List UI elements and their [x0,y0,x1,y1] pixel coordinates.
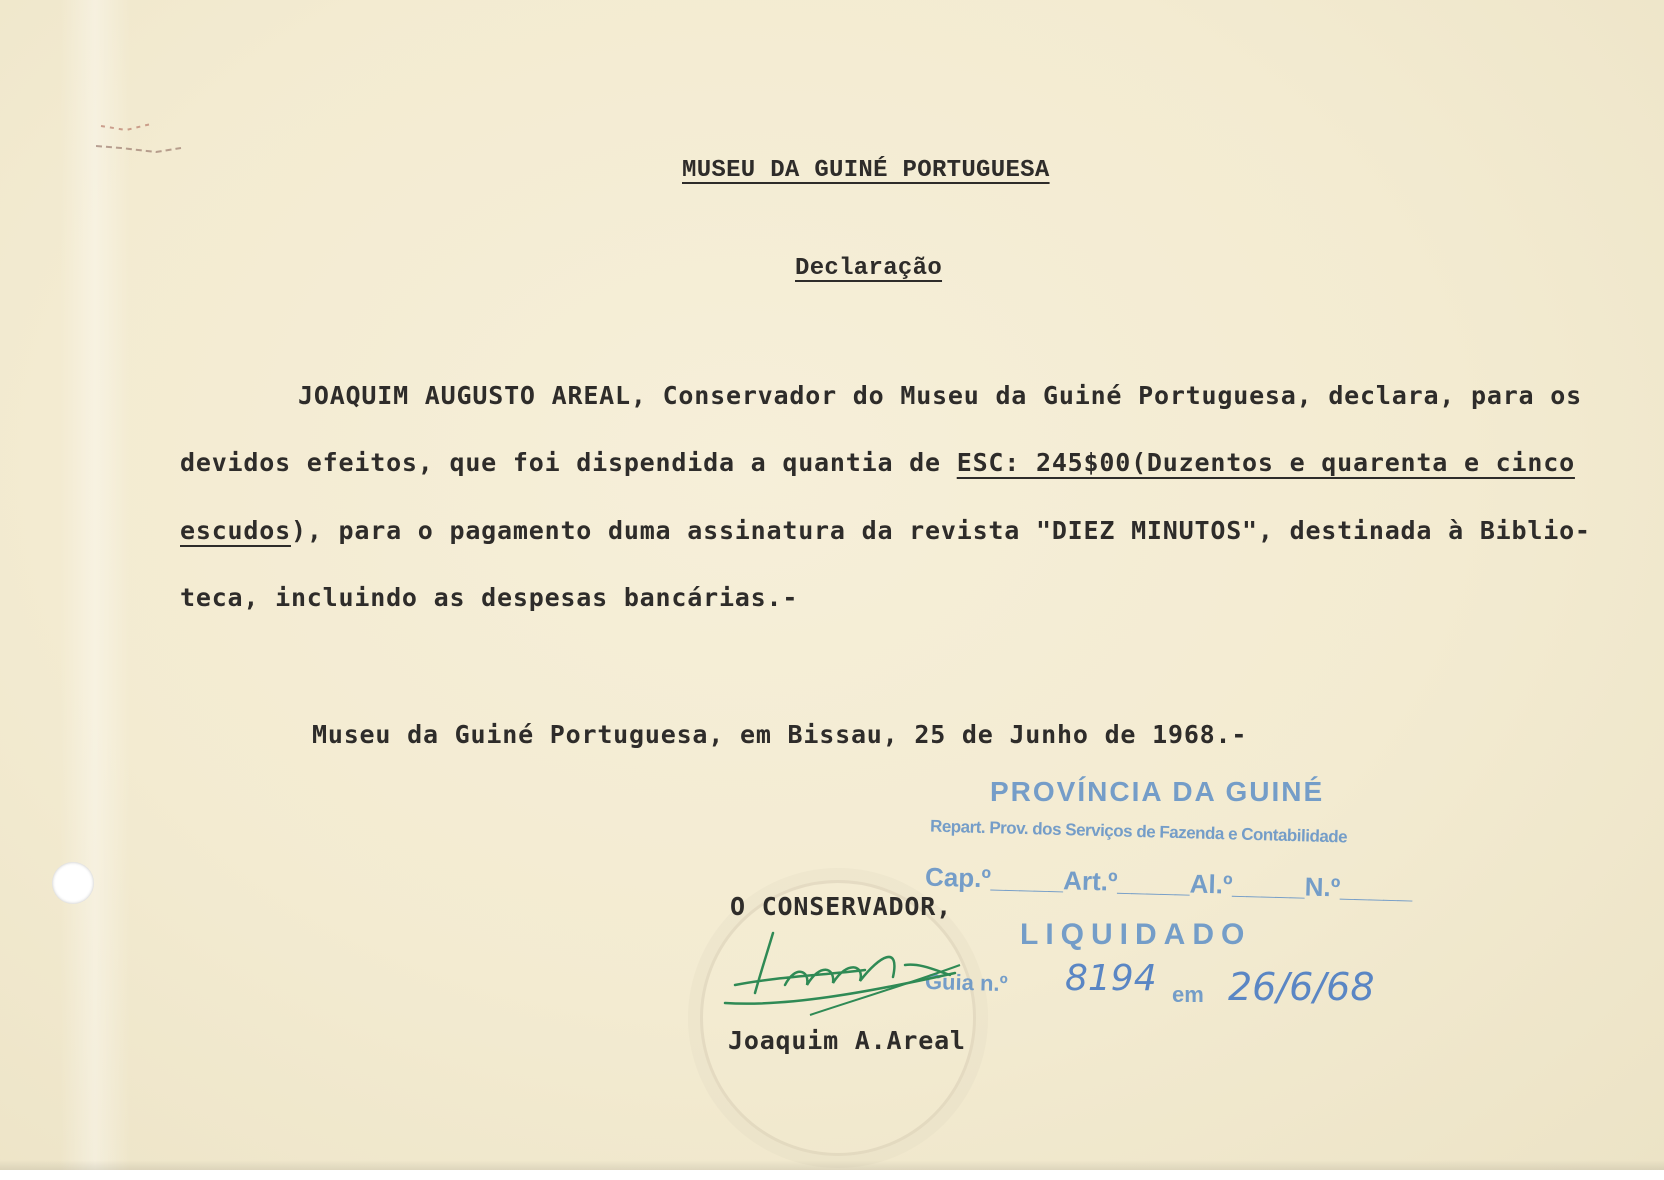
body-line-3 [180,516,1591,546]
stamp-em-label: em [1172,982,1204,1007]
paper-bottom-edge [0,1160,1664,1170]
stamp-department: Repart. Prov. dos Serviços de Fazenda e Contabilidade [929,816,1348,847]
stamp-date: 26/6/68 [1228,965,1375,1009]
body-line-2 [180,448,1575,478]
stamp-budget-fields: Cap.º_____Art.º_____Al.º_____N.º_____ [924,861,1413,905]
body-line-1: JOAQUIM AUGUSTO AREAL, Conservador do Museu da Guiné Portuguesa, declara, para os [298,381,1582,410]
punch-hole [52,862,94,904]
paper-fold-highlight [60,0,130,1170]
body-line-3-rest: ), para o pagamento duma assinatura da revista "DIEZ MINUTOS", destinada à Biblio- [290,516,1591,545]
stamp-province: PROVÍNCIA DA GUINÉ [990,776,1325,807]
signatory-role: O CONSERVADOR, [730,892,952,921]
body-line-2-prefix: devidos efeitos, que foi dispendida a quantia de [180,448,957,477]
stamp-guia-number: 8194 [1065,958,1157,999]
place-date-line: Museu da Guiné Portuguesa, em Bissau, 25 de Junho de 1968.- [312,720,1248,749]
handwritten-signature [715,915,965,1020]
amount-text-end: escudos [180,516,291,545]
ink-stain-mark [96,118,186,158]
stamp-liquidado: LIQUIDADO [1020,918,1252,951]
stamp-guia-label: Guia n.º [924,968,1008,997]
amount-text: ESC: 245$00(Duzentos e quarenta e cinco [956,448,1575,477]
signatory-name: Joaquim A.Areal [728,1026,966,1055]
institution-heading: MUSEU DA GUINÉ PORTUGUESA [682,157,1050,184]
document-title: Declaração [795,255,943,282]
body-line-4: teca, incluindo as despesas bancárias.- [180,583,799,612]
